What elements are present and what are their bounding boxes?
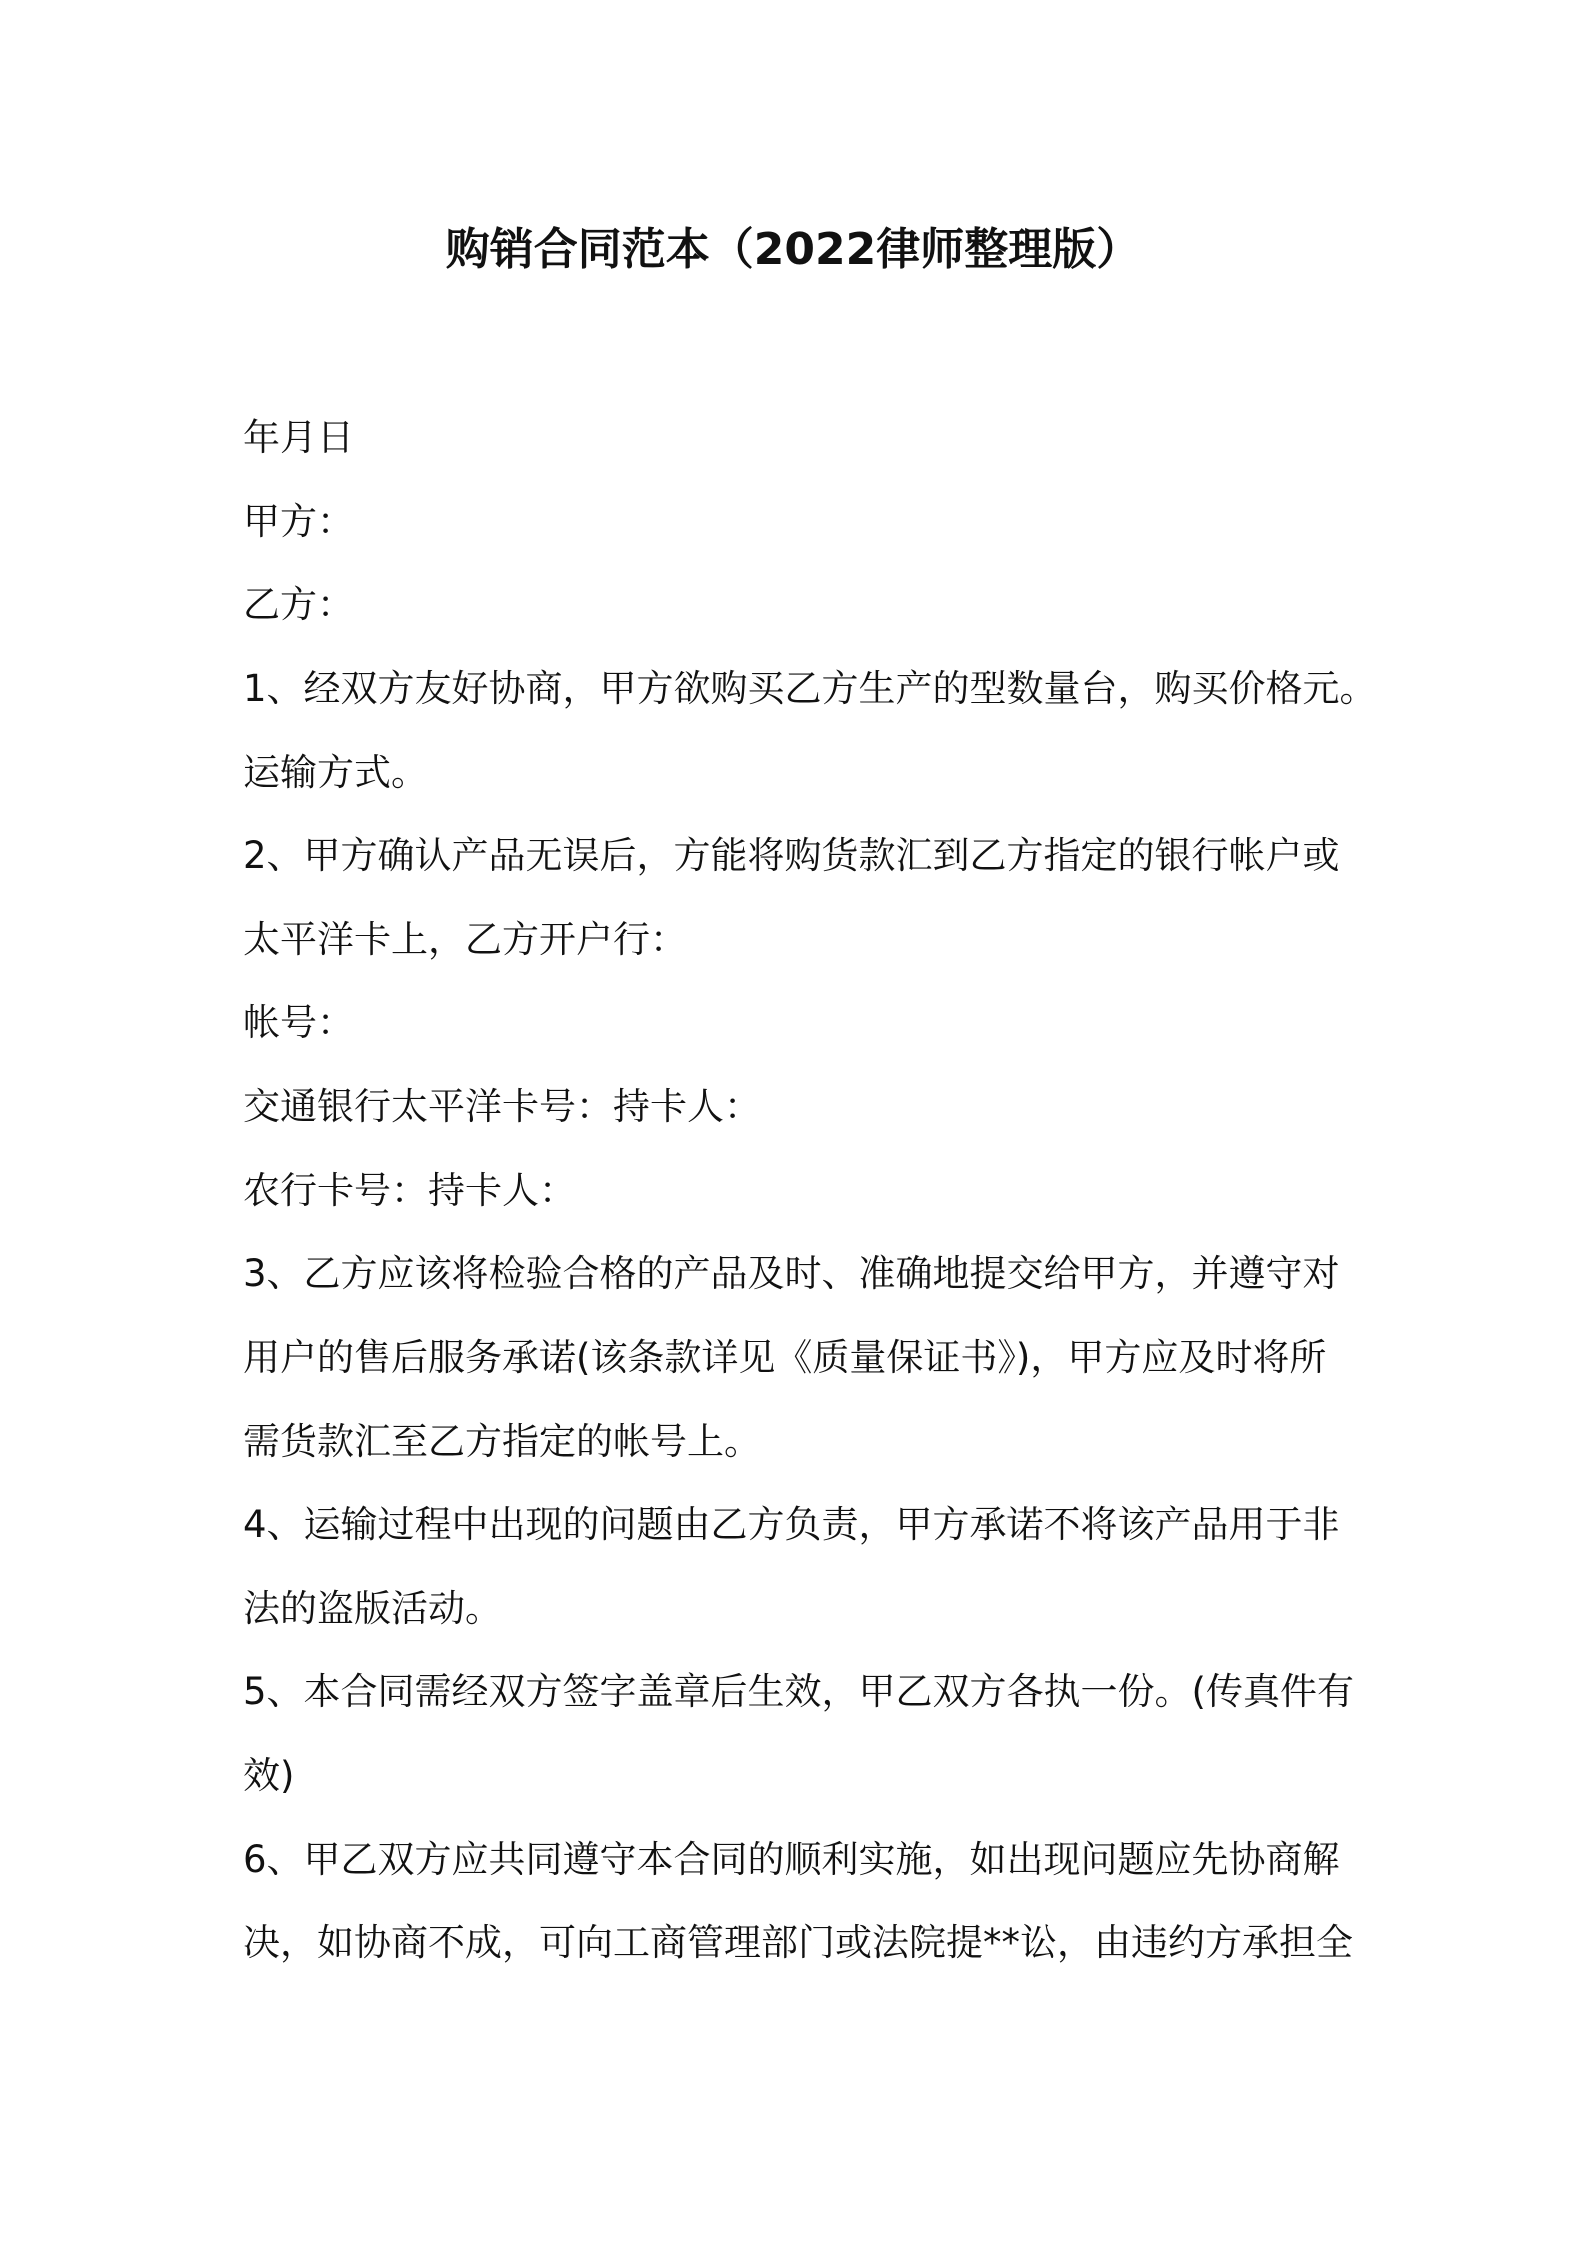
- party-b-line: 乙方：: [243, 583, 354, 626]
- clause-3-line-1: 3、乙方应该将检验合格的产品及时、准确地提交给甲方，并遵守对: [243, 1252, 1340, 1295]
- bocom-card-line: 交通银行太平洋卡号：持卡人：: [243, 1085, 761, 1128]
- clause-6-line-1: 6、甲乙双方应共同遵守本合同的顺利实施，如出现问题应先协商解: [243, 1838, 1340, 1881]
- clause-5-line-2: 效): [243, 1754, 295, 1797]
- clause-2-line-1: 2、甲方确认产品无误后，方能将购货款汇到乙方指定的银行帐户或: [243, 834, 1340, 877]
- party-a-line: 甲方：: [243, 500, 354, 543]
- document-title: 购销合同范本（2022律师整理版）: [445, 224, 1141, 275]
- clause-5-line-1: 5、本合同需经双方签字盖章后生效，甲乙双方各执一份。(传真件有: [243, 1670, 1354, 1713]
- account-line: 帐号：: [243, 1001, 354, 1044]
- clause-3-line-3: 需货款汇至乙方指定的帐号上。: [243, 1420, 761, 1463]
- clause-1-line-2: 运输方式。: [243, 751, 428, 794]
- clause-2-line-2: 太平洋卡上，乙方开户行：: [243, 918, 687, 961]
- clause-3-line-2: 用户的售后服务承诺(该条款详见《质量保证书》)，甲方应及时将所: [243, 1336, 1327, 1379]
- clause-4-line-2: 法的盗版活动。: [243, 1587, 502, 1630]
- abc-card-line: 农行卡号：持卡人：: [243, 1169, 576, 1212]
- clause-6-line-2: 决，如协商不成，可向工商管理部门或法院提**讼，由违约方承担全: [243, 1921, 1353, 1964]
- clause-4-line-1: 4、运输过程中出现的问题由乙方负责，甲方承诺不将该产品用于非: [243, 1503, 1340, 1546]
- date-line: 年月日: [243, 416, 354, 459]
- clause-1-line-1: 1、经双方友好协商，甲方欲购买乙方生产的型数量台，购买价格元。: [243, 667, 1377, 710]
